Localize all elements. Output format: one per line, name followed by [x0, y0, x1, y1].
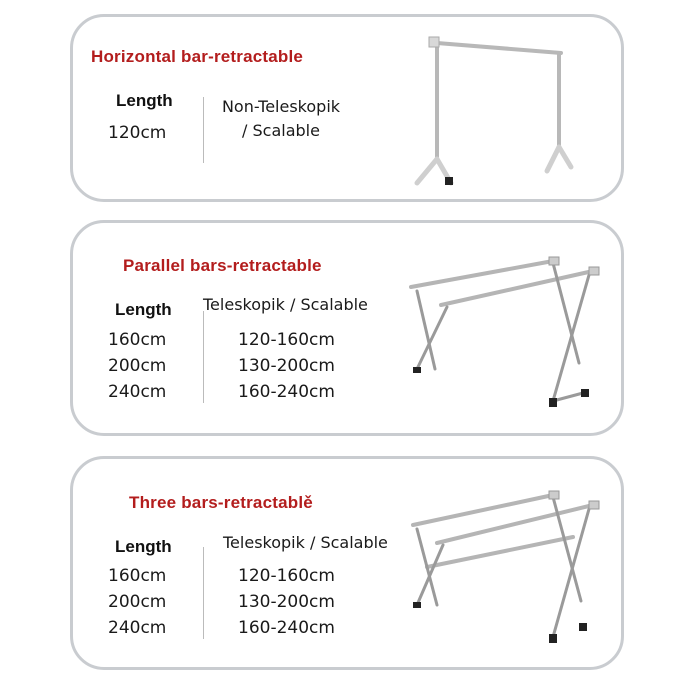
card-three-bars [70, 456, 624, 670]
length-value: 240cm [108, 618, 167, 638]
single-bar-rack-icon [401, 31, 581, 191]
card-title: Three bars-retractablě [129, 493, 313, 512]
length-values [108, 563, 166, 641]
spec-text [211, 95, 351, 143]
length-value: 120cm [108, 123, 167, 143]
spec-value: 130-200cm [238, 592, 335, 612]
spec-value: 160-240cm [238, 618, 335, 638]
card-title: Horizontal bar-retractable [91, 47, 304, 66]
card-parallel-bars [70, 220, 624, 436]
column-divider [203, 547, 204, 639]
length-header: Length [115, 537, 172, 556]
spec-value: 120-160cm [238, 330, 335, 350]
spec-line-1: Non-Teleskopik [221, 97, 341, 116]
column-divider [203, 311, 204, 403]
length-value: 160cm [108, 566, 167, 586]
column-divider [203, 97, 204, 163]
length-value: 200cm [108, 592, 167, 612]
double-bar-rack-icon [403, 243, 613, 413]
spec-value: 130-200cm [238, 356, 335, 376]
card-horizontal-bar [70, 14, 624, 202]
spec-header: Teleskopik / Scalable [223, 533, 388, 552]
spec-value: 160-240cm [238, 382, 335, 402]
spec-values [238, 327, 335, 405]
triple-bar-rack-icon [403, 481, 613, 651]
spec-values [238, 563, 335, 641]
spec-header: Teleskopik / Scalable [203, 295, 368, 314]
length-header: Length [115, 300, 172, 319]
length-values [108, 327, 166, 405]
spec-line-2: / Scalable [242, 121, 320, 140]
length-value: 200cm [108, 356, 167, 376]
length-header: Length [116, 91, 173, 110]
card-title: Parallel bars-retractable [123, 256, 322, 275]
length-value: 240cm [108, 382, 167, 402]
spec-value: 120-160cm [238, 566, 335, 586]
length-value: 160cm [108, 330, 167, 350]
